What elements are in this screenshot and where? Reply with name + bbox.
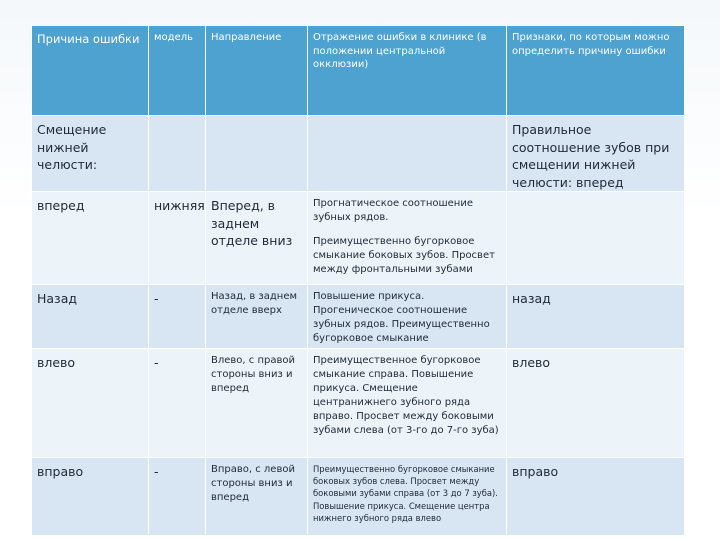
table-row (32, 349, 685, 458)
header-clinic: Отражение ошибки в клинике (в положении центральной окклюзии) (308, 26, 507, 116)
cell-clinic: Преимущественное бугорковое смыкание справа. Повышение прикуса. Смещение центранижнего зубного ряда вправо. Просвет между боковыми зубами слева (от 3-го до 7-го зуба) (308, 349, 507, 458)
table-row (32, 458, 685, 536)
cell-clinic: Преимущественно бугорковое смыкание боковых зубов слева. Просвет между боковыми зубами справа (от 3 до 7 зуба). Повышение прикуса. Смещение центра нижнего зубного ряда влево (308, 458, 507, 536)
cell-signs: вправо (507, 458, 685, 536)
cell-model: - (149, 349, 206, 458)
cell-signs: назад (507, 285, 685, 349)
cell-clinic (308, 116, 507, 192)
cell-model: - (149, 285, 206, 349)
header-row (32, 26, 685, 116)
cell-cause: Смещение нижней челюсти: (32, 116, 149, 192)
header-model: модель (149, 26, 206, 116)
cell-signs: влево (507, 349, 685, 458)
cell-cause: влево (32, 349, 149, 458)
clinic-extra-text: Преимущественно бугорковое смыкание боковых зубов. Просвет между фронтальными зубами (313, 236, 495, 275)
cell-direction (206, 116, 308, 192)
cell-cause: вправо (32, 458, 149, 536)
cell-direction: Назад, в заднем отделе вверх (206, 285, 308, 349)
cell-direction: Влево, с правой стороны вниз и вперед (206, 349, 308, 458)
header-direction: Направление (206, 26, 308, 116)
header-cause: Причина ошибки (32, 26, 149, 116)
table-row (32, 116, 685, 192)
cell-cause: Назад (32, 285, 149, 349)
cell-model: нижняя (149, 192, 206, 285)
cell-cause: вперед (32, 192, 149, 285)
header-signs: Признаки, по которым можно определить причину ошибки (507, 26, 685, 116)
clinic-text: Прогнатическое соотношение зубных рядов. (313, 198, 473, 223)
cell-signs: Правильное соотношение зубов при смещении нижней челюсти: вперед (507, 116, 685, 192)
cell-signs (507, 192, 685, 285)
cell-model: - (149, 458, 206, 536)
cell-direction: Вперед, в заднем отделе вниз (206, 192, 308, 285)
table-row (32, 285, 685, 349)
cell-model (149, 116, 206, 192)
cell-direction: Вправо, с левой стороны вниз и вперед (206, 458, 308, 536)
error-causes-table (31, 25, 685, 536)
table-row (32, 192, 685, 285)
cell-clinic: Повышение прикуса. Прогеническое соотношение зубных рядов. Преимущественно бугорковое смыкание (308, 285, 507, 349)
cell-clinic (308, 192, 507, 285)
